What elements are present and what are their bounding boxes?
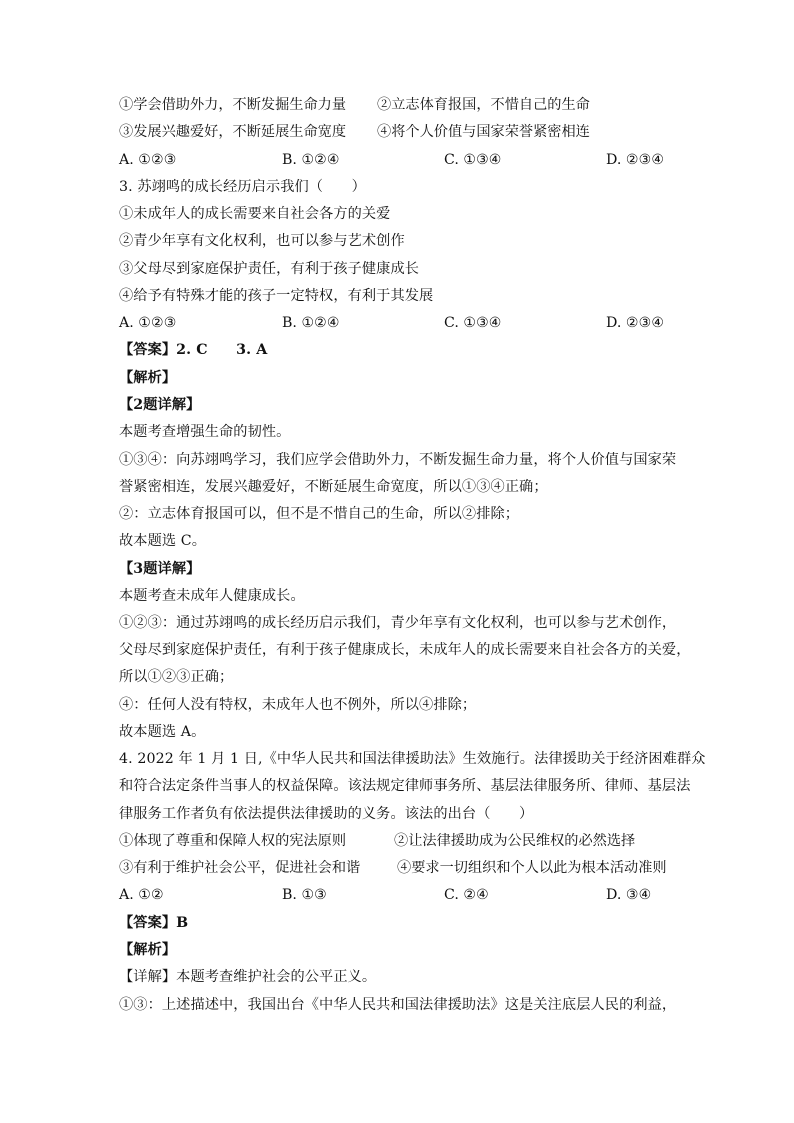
q2-detail-p1-line1: ①③④：向苏翊鸣学习，我们应学会借助外力，不断发掘生命力量，将个人价值与国家荣: [119, 452, 677, 468]
q4-stem-line1: 4. 2022 年 1 月 1 日,《中华人民共和国法律援助法》生效施行。法律援助关于经济困难群众: [119, 751, 706, 767]
analysis-label-2: 【解析】: [119, 942, 177, 958]
q2-detail-heading: 【2题详解】: [119, 397, 201, 413]
q3-choice-b: B. ①②④: [282, 315, 340, 331]
q3-choice-a: A. ①②③: [119, 315, 177, 331]
q4-detail-heading-line: 【详解】本题考查维护社会的公平正义。: [119, 969, 377, 985]
q2-detail-conclusion: 故本题选 C。: [119, 533, 207, 549]
answer-line-2: 【答案】B: [119, 915, 189, 931]
q3-detail-p1-line2: 父母尽到家庭保护责任，有利于孩子健康成长，未成年人的成长需要来自社会各方的关爱，: [119, 642, 691, 658]
q3-detail-conclusion: 故本题选 A。: [119, 724, 206, 740]
q4-stem-line2: 和符合法定条件当事人的权益保障。该法规定律师事务所、基层法律服务所、律师、基层法: [119, 778, 691, 794]
q4-option-4: ④要求一切组织和个人以此为根本活动准则: [397, 860, 667, 876]
q3-stem: 3. 苏翊鸣的成长经历启示我们（ ）: [119, 179, 366, 195]
q4-option-3: ③有利于维护社会公平，促进社会和谐: [119, 860, 361, 876]
q3-detail-p2: ④：任何人没有特权，未成年人也不例外，所以④排除；: [119, 697, 477, 713]
q2-detail-topic: 本题考查增强生命的韧性。: [119, 424, 291, 440]
q3-choice-c: C. ①③④: [444, 315, 502, 331]
q3-choice-d: D. ②③④: [606, 315, 665, 331]
q2-detail-p2: ②：立志体育报国可以，但不是不惜自己的生命，所以②排除；: [119, 506, 520, 522]
q3-detail-topic: 本题考查未成年人健康成长。: [119, 588, 305, 604]
q3-option-4: ④给予有特殊才能的孩子一定特权，有利于其发展: [119, 288, 434, 304]
q2-option-4: ④将个人价值与国家荣誉紧密相连: [377, 124, 590, 140]
q2-option-2: ②立志体育报国，不惜自己的生命: [377, 97, 590, 113]
q2-choice-a: A. ①②③: [119, 152, 177, 168]
q2-detail-p1-line2: 誉紧密相连，发展兴趣爱好，不断延展生命宽度，所以①③④正确；: [119, 479, 548, 495]
q4-option-2: ②让法律援助成为公民维权的必然选择: [394, 833, 636, 849]
q2-option-1: ①学会借助外力，不断发掘生命力量: [119, 97, 347, 113]
q2-choice-b: B. ①②④: [282, 152, 340, 168]
q3-detail-heading: 【3题详解】: [119, 561, 201, 577]
q2-choice-c: C. ①③④: [444, 152, 502, 168]
q3-detail-p1-line3: 所以①②③正确；: [119, 669, 234, 685]
q4-option-1: ①体现了尊重和保障人权的宪法原则: [119, 833, 347, 849]
q4-choice-a: A. ①②: [119, 887, 164, 903]
q3-option-2: ②青少年享有文化权利，也可以参与艺术创作: [119, 233, 405, 249]
q4-stem-line3: 律服务工作者负有依法提供法律援助的义务。该法的出台（ ）: [119, 806, 534, 822]
q2-choice-d: D. ②③④: [606, 152, 665, 168]
q3-option-1: ①未成年人的成长需要来自社会各方的关爱: [119, 206, 391, 222]
q3-detail-p1-line1: ①②③：通过苏翊鸣的成长经历启示我们，青少年享有文化权利，也可以参与艺术创作，: [119, 615, 677, 631]
q4-choice-b: B. ①③: [282, 887, 327, 903]
q4-choice-c: C. ②④: [444, 887, 489, 903]
q4-choice-d: D. ③④: [606, 887, 652, 903]
answer-line-1: 【答案】2. C 3. A: [119, 342, 268, 358]
q2-option-3: ③发展兴趣爱好，不断延展生命宽度: [119, 124, 347, 140]
q4-detail-p1: ①③：上述描述中，我国出台《中华人民共和国法律援助法》这是关注底层人民的利益，: [119, 997, 677, 1013]
analysis-label-1: 【解析】: [119, 370, 177, 386]
q3-option-3: ③父母尽到家庭保护责任，有利于孩子健康成长: [119, 261, 420, 277]
